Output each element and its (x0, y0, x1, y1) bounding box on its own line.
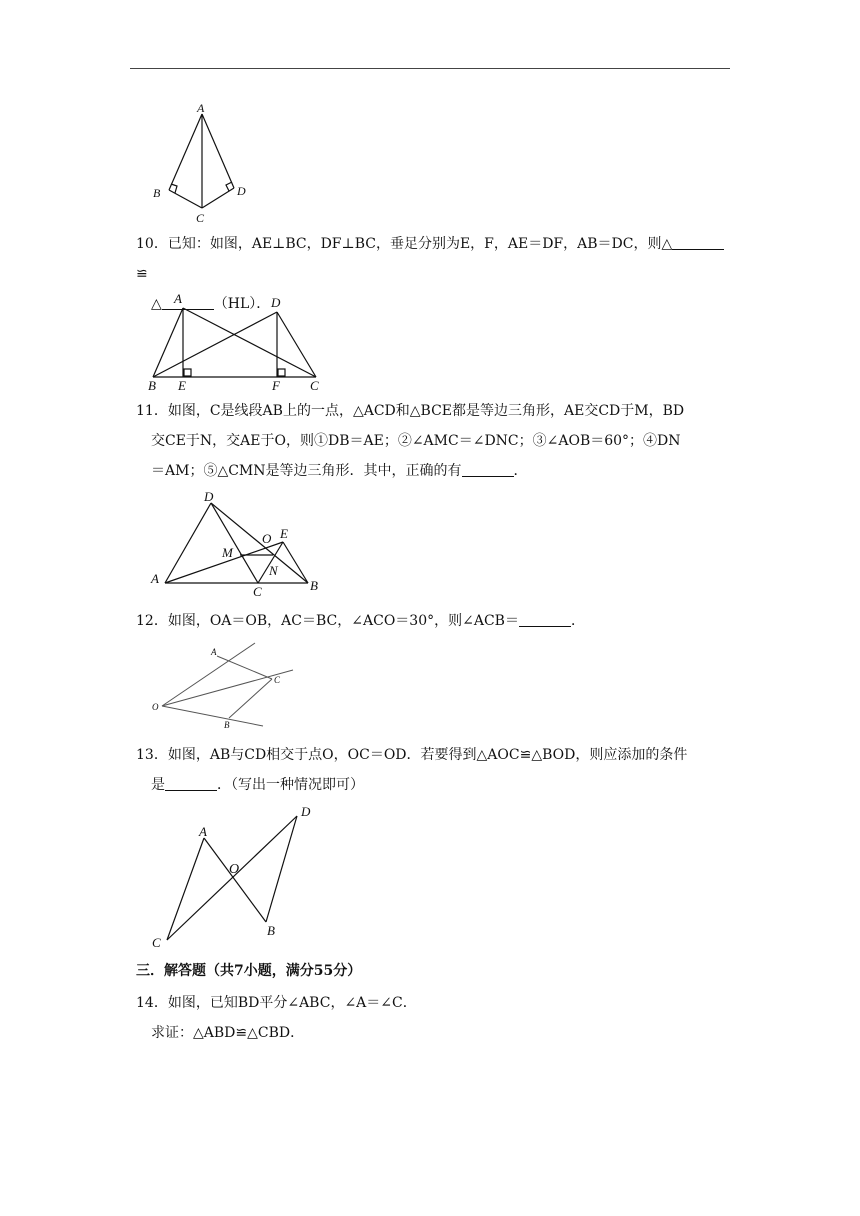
question-12 (136, 606, 731, 636)
q11-label-d: D (204, 489, 214, 504)
figure-q10 (140, 288, 340, 393)
q10-triangle: △ (151, 296, 162, 312)
q13-number: 13． (136, 747, 168, 763)
q13-text-2: 是 (151, 777, 165, 793)
q13-text-3: ．（写出一种情况即可） (217, 777, 364, 793)
q11-text-1: 如图，C是线段AB上的一点，△ACD和△BCE都是等边三角形，AE交CD于M，BD (167, 403, 685, 419)
q12-text: 如图，OA＝OB，AC＝BC，∠ACO＝30°，则∠ACB＝ (167, 613, 519, 629)
q13-label-o: O (229, 862, 240, 877)
q10-label-c: C (310, 378, 319, 393)
q10-hl: （HL）． (213, 296, 271, 312)
q9-label-d: D (237, 184, 246, 198)
q11-label-a: A (151, 571, 159, 586)
q9-label-a: A (197, 101, 205, 115)
question-13 (136, 740, 731, 800)
figure-q9 (145, 100, 255, 225)
section-3-heading: 三．解答题（共7小题，满分55分） (136, 963, 362, 979)
q12-label-c: C (274, 675, 281, 685)
figure-q11 (145, 488, 335, 598)
q12-label-a: A (211, 647, 217, 657)
q13-label-a: A (199, 824, 207, 839)
q10-congruent: ≌ (136, 266, 148, 282)
q11-blank[interactable] (462, 462, 514, 477)
q11-number: 11． (136, 403, 168, 419)
q11-end: ． (513, 463, 528, 479)
q10-text: 已知：如图，AE⊥BC，DF⊥BC，垂足分别为E，F，AE＝DF，AB＝DC，则△ (167, 236, 673, 252)
q10-label-d: D (271, 295, 281, 310)
q12-label-o: O (152, 702, 159, 712)
q13-label-d: D (301, 804, 311, 819)
q12-blank[interactable] (519, 612, 571, 627)
q9-label-b: B (153, 186, 161, 200)
q13-text-1: 如图，AB与CD相交于点O，OC＝OD．若要得到△AOC≌△BOD，则应添加的条件 (167, 747, 688, 763)
q14-number: 14． (136, 995, 168, 1011)
q11-label-e: E (280, 526, 288, 541)
q13-label-c: C (152, 935, 161, 950)
question-14 (136, 988, 731, 1048)
q12-label-b: B (224, 720, 230, 730)
q10-label-e: E (178, 378, 186, 393)
q11-label-m: M (222, 545, 233, 560)
q10-blank-1[interactable] (672, 235, 724, 250)
q14-text-2: 求证：△ABD≌△CBD． (151, 1025, 305, 1041)
q13-label-b: B (267, 923, 275, 938)
q9-label-c: C (196, 211, 205, 225)
q11-label-b: B (310, 578, 318, 593)
q10-label-f: F (272, 378, 280, 393)
q13-blank[interactable] (165, 776, 217, 791)
figure-q12 (145, 638, 305, 733)
q11-label-n: N (269, 563, 278, 578)
q10-number: 10． (136, 236, 168, 252)
figure-q13 (145, 800, 325, 955)
q11-text-3: ＝AM；⑤△CMN是等边三角形．其中，正确的有 (151, 463, 462, 479)
q11-label-o: O (262, 531, 272, 546)
q11-text-2: 交CE于N，交AE于O，则①DB＝AE；②∠AMC＝∠DNC；③∠AOB＝60°；④DN (151, 433, 681, 449)
header-rule (130, 68, 730, 69)
q14-text-1: 如图，已知BD平分∠ABC，∠A＝∠C． (167, 995, 417, 1011)
q10-label-a: A (174, 291, 182, 306)
question-11 (136, 396, 731, 486)
q11-label-c: C (253, 584, 262, 598)
q10-label-b: B (148, 378, 156, 393)
q12-number: 12． (136, 613, 168, 629)
q12-end: ． (570, 613, 585, 629)
